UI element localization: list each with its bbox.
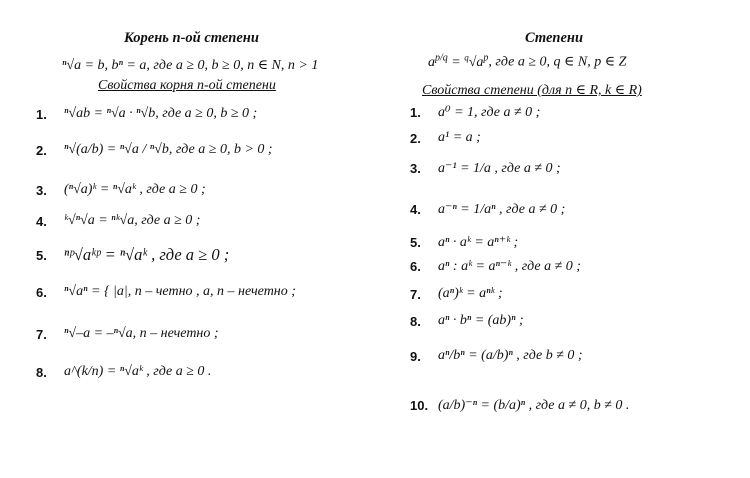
item-formula: (ⁿ√a)ᵏ = ⁿ√aᵏ , где a ≥ 0 ;: [64, 182, 206, 197]
power-property-2: [410, 130, 481, 146]
item-number: 8.: [36, 364, 47, 380]
item-formula: ⁿ√–a = –ⁿ√a, n – нечетно ;: [64, 326, 219, 341]
root-property-7: [36, 326, 219, 342]
item-number: 2.: [36, 142, 47, 158]
item-number: 4.: [410, 202, 421, 217]
root-property-5: [36, 245, 229, 265]
item-number: 3.: [410, 161, 421, 176]
power-property-8: [410, 313, 524, 329]
item-formula: ⁿ√(a/b) = ⁿ√a / ⁿ√b, где a ≥ 0, b > 0 ;: [64, 142, 273, 157]
power-definition: [428, 52, 626, 71]
item-formula: ⁿ√ab = ⁿ√a · ⁿ√b, где a ≥ 0, b ≥ 0 ;: [64, 106, 258, 121]
item-formula: (aⁿ)ᵏ = aⁿᵏ ;: [438, 286, 503, 301]
item-number: 3.: [36, 182, 47, 198]
item-formula: aⁿ · bⁿ = (ab)ⁿ ;: [438, 313, 524, 328]
item-number: 4.: [36, 213, 47, 229]
item-number: 6.: [410, 259, 421, 274]
root-definition: [62, 57, 318, 74]
item-number: 7.: [36, 326, 47, 342]
powers-title: Степени: [525, 30, 584, 46]
power-property-6: [410, 258, 581, 275]
root-property-2: [36, 142, 273, 158]
item-number: 1.: [410, 105, 421, 120]
item-formula: ⁿ√aⁿ = { |a|, n – четно , a, n – нечетно ;: [64, 284, 296, 299]
item-number: 10.: [410, 398, 429, 413]
item-formula: aⁿ · aᵏ = aⁿ⁺ᵏ ;: [438, 235, 519, 250]
item-formula: ᵏ√ⁿ√a = ⁿᵏ√a, где a ≥ 0 ;: [64, 213, 201, 228]
item-formula: aⁿ/bⁿ = (a/b)ⁿ , где b ≠ 0 ;: [438, 348, 583, 363]
root-property-8: [36, 364, 211, 380]
item-formula: a⁻¹ = 1/a , где a ≠ 0 ;: [438, 161, 561, 176]
root-property-3: [36, 182, 206, 198]
root-definition-text: ⁿ√a = b, bⁿ = a, где a ≥ 0, b ≥ 0, n ∈ N, n > 1: [62, 58, 319, 73]
roots-title: Корень n-ой степени: [124, 30, 259, 46]
powers-properties-subtitle: Свойства степени (для n ∈ R, k ∈ R): [422, 83, 642, 98]
item-number: 9.: [410, 348, 421, 364]
root-property-1: [36, 106, 257, 122]
item-formula: aⁿ : aᵏ = aⁿ⁻ᵏ , где a ≠ 0 ;: [438, 259, 581, 274]
item-number: 5.: [36, 247, 47, 263]
power-property-3: [410, 160, 561, 177]
item-formula: a⁻ⁿ = 1/aⁿ , где a ≠ 0 ;: [438, 202, 566, 217]
power-definition-lhs: $a^{p/q} = ^q√a^p$: [428, 52, 489, 70]
item-formula: a¹ = a ;: [438, 130, 481, 145]
root-property-4: [36, 213, 200, 229]
power-property-4: [410, 201, 565, 218]
item-number: 7.: [410, 286, 421, 302]
item-number: 2.: [410, 130, 421, 146]
roots-properties-subtitle: Свойства корня n-ой степени: [98, 78, 276, 93]
item-formula: ⁿᵖ√aᵏᵖ = ⁿ√aᵏ , где a ≥ 0 ;: [64, 245, 230, 264]
power-property-7: [410, 286, 503, 302]
power-property-1: [410, 104, 540, 121]
power-property-5: [410, 234, 518, 251]
item-formula: a^(k/n) = ⁿ√aᵏ , где a ≥ 0 .: [64, 364, 212, 379]
item-formula: (a/b)⁻ⁿ = (b/a)ⁿ , где a ≠ 0, b ≠ 0 .: [438, 398, 630, 413]
power-definition-text: , где a ≥ 0, q ∈ N, p ∈ Z: [488, 54, 627, 70]
power-property-10: [410, 397, 629, 414]
item-number: 1.: [36, 106, 47, 122]
item-formula: a⁰ = 1, где a ≠ 0 ;: [438, 105, 541, 120]
root-property-6: [36, 284, 296, 300]
item-number: 5.: [410, 235, 421, 250]
power-property-9: [410, 348, 583, 364]
item-number: 6.: [36, 284, 47, 300]
item-number: 8.: [410, 313, 421, 329]
